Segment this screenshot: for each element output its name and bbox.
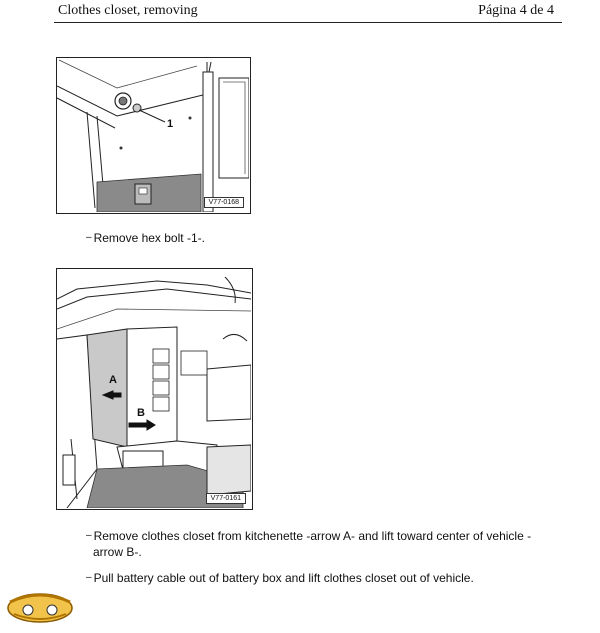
instruction-remove-closet bbox=[86, 529, 566, 559]
instruction-text: Remove clothes closet from kitchenette -arrow A- and lift toward center of vehicle - bbox=[93, 529, 532, 543]
page-number: Página 4 de 4 bbox=[478, 3, 554, 18]
instruction-pull-battery-cable: – Pull battery cable out of battery box and lift clothes closet out of vehicle. bbox=[86, 571, 474, 585]
instruction-text: Pull battery cable out of battery box and lift clothes closet out of vehicle. bbox=[93, 571, 474, 585]
figure-id-tag: V77-0161 bbox=[206, 493, 246, 504]
instruction-text-continued: arrow B-. bbox=[93, 545, 142, 559]
instruction-line-2 bbox=[86, 545, 566, 559]
instruction-line-1: – Remove clothes closet from kitchenette -arrow A- and lift toward center of vehicle - bbox=[86, 529, 532, 543]
figure-closet-removal-drawing bbox=[57, 269, 251, 508]
header-rule bbox=[54, 22, 562, 23]
figure-hex-bolt-drawing bbox=[57, 58, 249, 212]
arrow-a-label: A bbox=[109, 374, 117, 386]
document-title: Clothes closet, removing bbox=[58, 3, 198, 18]
instruction-text: Remove hex bolt -1-. bbox=[93, 231, 205, 245]
arrow-b-label: B bbox=[137, 407, 145, 419]
westfalia-logo-icon bbox=[0, 584, 80, 628]
figure-id-tag: V77-0168 bbox=[204, 197, 244, 208]
callout-1: 1 bbox=[167, 118, 174, 130]
figure-closet-removal bbox=[56, 268, 253, 510]
figure-hex-bolt bbox=[56, 57, 251, 214]
page-header bbox=[0, 0, 600, 22]
instruction-hex-bolt: – Remove hex bolt -1-. bbox=[86, 231, 205, 245]
westfalia-logo bbox=[0, 584, 80, 628]
